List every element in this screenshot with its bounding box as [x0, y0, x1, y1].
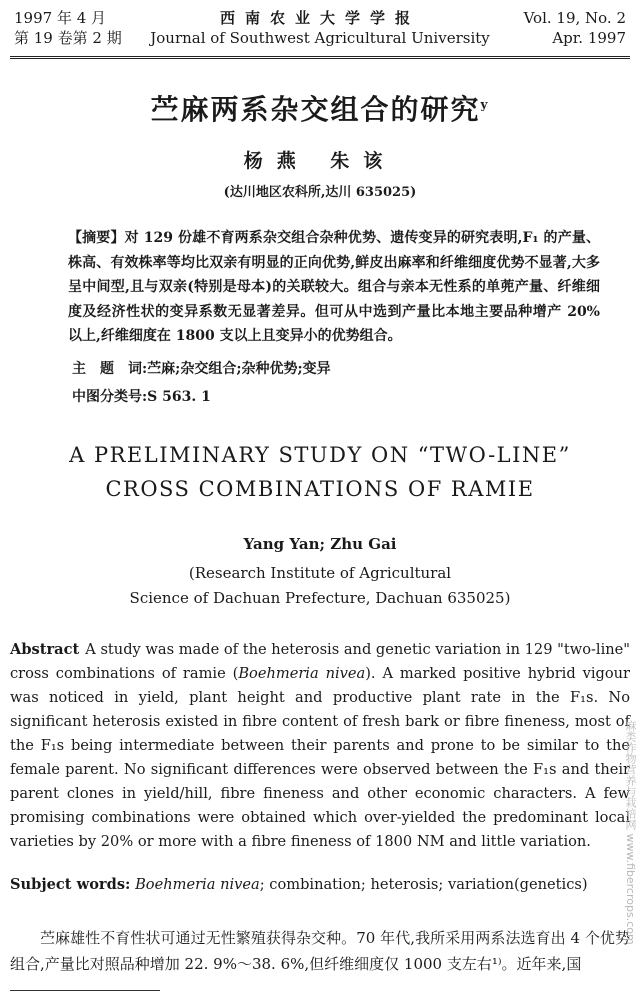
affiliation-cn: (达川地区农科所,达川 635025)	[223, 185, 417, 200]
keywords-en	[10, 876, 588, 893]
abstract-en-text-a: A study was made of the heterosis and genetic variation in 129 "two-line" cross combinations of ramie (	[10, 641, 631, 682]
journal-header	[14, 8, 626, 54]
authors-cn: 杨燕 朱该	[243, 150, 397, 172]
title-en-line1: A PRELIMINARY STUDY ON “TWO-LINE”	[69, 443, 571, 467]
header-rule	[10, 56, 630, 59]
journal-name-en: Journal of Southwest Agricultural University	[150, 29, 490, 47]
abstract-cn-label: 【摘要】	[68, 230, 125, 246]
classification-label: 中图分类号:	[72, 389, 148, 405]
affiliation-en	[0, 561, 640, 611]
volume-info	[524, 8, 626, 48]
title-footnote-mark: y	[480, 97, 490, 112]
abstract-en-text-b: ). A marked positive hybrid vigour was noticed in yield, plant height and productive plant rate in the F₁s. No significant heterosis existed in fibre content of fresh bark or fibre fineness, most of the F₁s being intermediate between their parents and prone to be similar to the female parent. No significant differences were observed between the F₁s and their parent clones in yield/hill, fibre fineness and other economic characters. A few promising combinations were obtained which over-yielded the predominant local varieties by 20% or more with a fibre fineness of 1800 NM and little variation.	[10, 665, 630, 850]
affiliation-en-line2: Science of Dachuan Prefecture, Dachuan 635025)	[129, 589, 511, 607]
keywords-cn	[72, 358, 331, 378]
volume-issue-cn: 第 19 卷第 2 期	[14, 29, 122, 47]
keywords-en-rest: ; combination; heterosis; variation(genetics)	[259, 876, 588, 893]
issue-date-en: Apr. 1997	[552, 29, 626, 47]
classification-cn	[72, 386, 211, 406]
journal-name-cn: 西南农业大学学报	[219, 9, 420, 27]
paper-title-cn	[0, 88, 640, 128]
authors-en: Yang Yan; Zhu Gai	[243, 535, 397, 553]
footnote-rule	[10, 990, 160, 991]
keywords-cn-label: 主 题 词:	[72, 361, 148, 377]
keywords-cn-text: 苎麻;杂交组合;杂种优势;变异	[147, 361, 331, 377]
keywords-en-species: Boehmeria nivea	[135, 876, 260, 893]
body-paragraph: 苎麻雄性不育性状可通过无性繁殖获得杂交种。70 年代,我所采用两系法选育出 4 个优势组合,产量比对照品种增加 22. 9%～38. 6%,但纤维细度仅 1000 支左右¹⁾。近年来,国	[10, 929, 630, 973]
abstract-en-species: Boehmeria nivea	[238, 665, 366, 682]
keywords-en-label: Subject words:	[10, 876, 131, 893]
title-en-line2: CROSS COMBINATIONS OF RAMIE	[105, 477, 535, 501]
affiliation-en-line1: (Research Institute of Agricultural	[188, 564, 452, 582]
abstract-cn	[68, 226, 600, 349]
abstract-cn-text: 对 129 份雄不育两系杂交组合杂种优势、遗传变异的研究表明,F₁ 的产量、株高、有效株率等均比双亲有明显的正向优势,鲜皮出麻率和纤维细度优势不显著,大多呈中间型,且与双亲(特别是母本)的关联较大。组合与亲本无性系的单蔸产量、纤维细度及经济性状的变异系数无显著差异。但可从中选到产量比本地主要品种增产 20% 以上,纤维细度在 1800 支以上且变异小的优势组合。	[68, 230, 601, 345]
abstract-en-label: Abstract	[10, 641, 80, 658]
issue-date-cn: 1997 年 4 月	[14, 9, 107, 27]
title-cn-text: 苎麻两系杂交组合的研究	[150, 93, 481, 126]
volume-number: Vol. 19, No. 2	[523, 9, 626, 27]
classification-code: S 563. 1	[147, 389, 211, 405]
abstract-en	[10, 638, 630, 854]
site-watermark: 麻类作物营养与栽培网 www.fibercrops.com	[624, 720, 637, 945]
paper-title-en	[0, 438, 640, 506]
